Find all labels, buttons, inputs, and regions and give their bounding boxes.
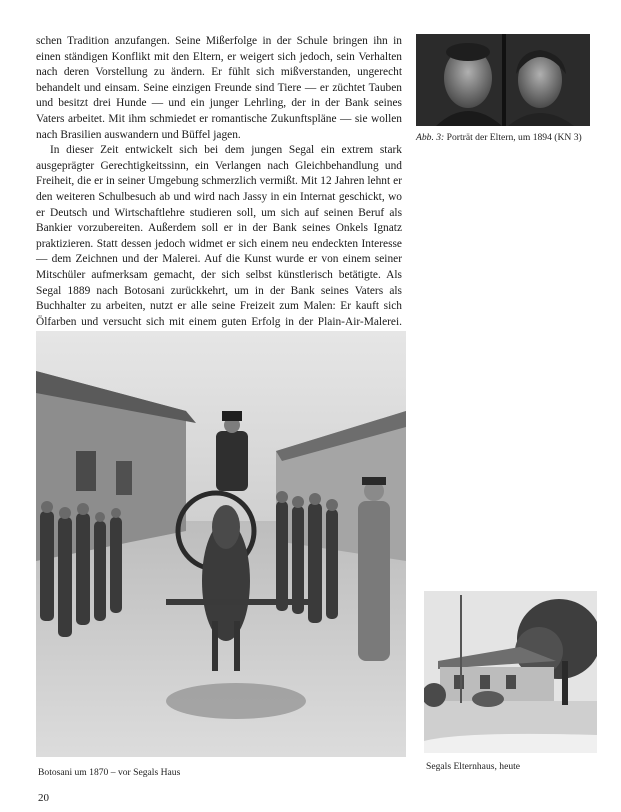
main-text-column: [36, 34, 402, 346]
parents-caption-text: Porträt der Eltern, um 1894 (KN 3): [444, 132, 582, 143]
paragraph-2: In dieser Zeit entwickelt sich bei dem jungen Segal ein extrem stark ausgeprägter Gerechtigkeitssinn, ein Verlangen nach Gleichbehandlung und Freiheit, die er in seiner Umgebung schmerzlich vermißt. Mit 12 Jahren lehnt er den weiteren Schulbesuch ab und wird nach Jassy in ein Internat geschickt, wo er Deutsch und Wirtschaftlehre studieren soll, um sich auf seinen Beruf als Bankier vorzubereiten. Außerdem soll er in der Bank seines Onkels Ignatz praktizieren. Statt dessen jedoch widmet er sich einem neu endeckten Interesse — dem Zeichnen und der Malerei. Auf die Kunst wurde er von einem seiner Mitschüler aufmerksam gemacht, der sich selbst künstlerisch betätigte. Als Segal 1889 nach Botosani zurückkehrt, um in der Bank seines Vaters als Buchhalter zu arbeiten, nutzt er alle seine Freizeit zum Malen: Er kauft sich Ölfarben und versucht sich mit einem guten Erfolg in der Plain-Air-Malerei.: [36, 144, 402, 328]
parents-portrait-caption: [416, 132, 606, 144]
parents-portrait-photo: [416, 34, 590, 126]
parents-house-photo: [424, 591, 597, 753]
parents-house-caption: Segals Elternhaus, heute: [426, 761, 521, 772]
botosani-street-photo: [36, 331, 406, 757]
botosani-street-caption: Botosani um 1870 – vor Segals Haus: [38, 767, 181, 778]
paragraph-1: schen Tradition anzufangen. Seine Mißerfolge in der Schule bringen ihn in einen ständigen Konflikt mit den Eltern, er weigert sich jedoch, sein Verhalten nach deren Vorstellung zu ändern. Er fühlt sich mißverstanden, ungerecht behandelt und einsam. Seine einzigen Freunde sind Tiere — er züchtet Tauben und besitzt drei Hunde — und ein junger Lehrling, der in der Bank seines Vaters arbeitet. Mit ihm schmiedet er romantische Zukunftspläne — sie wollen nach Brasilien auswandern und Büffel jagen.: [36, 35, 402, 141]
page-number: 20: [38, 792, 49, 804]
parents-caption-abbr: Abb. 3:: [416, 132, 445, 143]
